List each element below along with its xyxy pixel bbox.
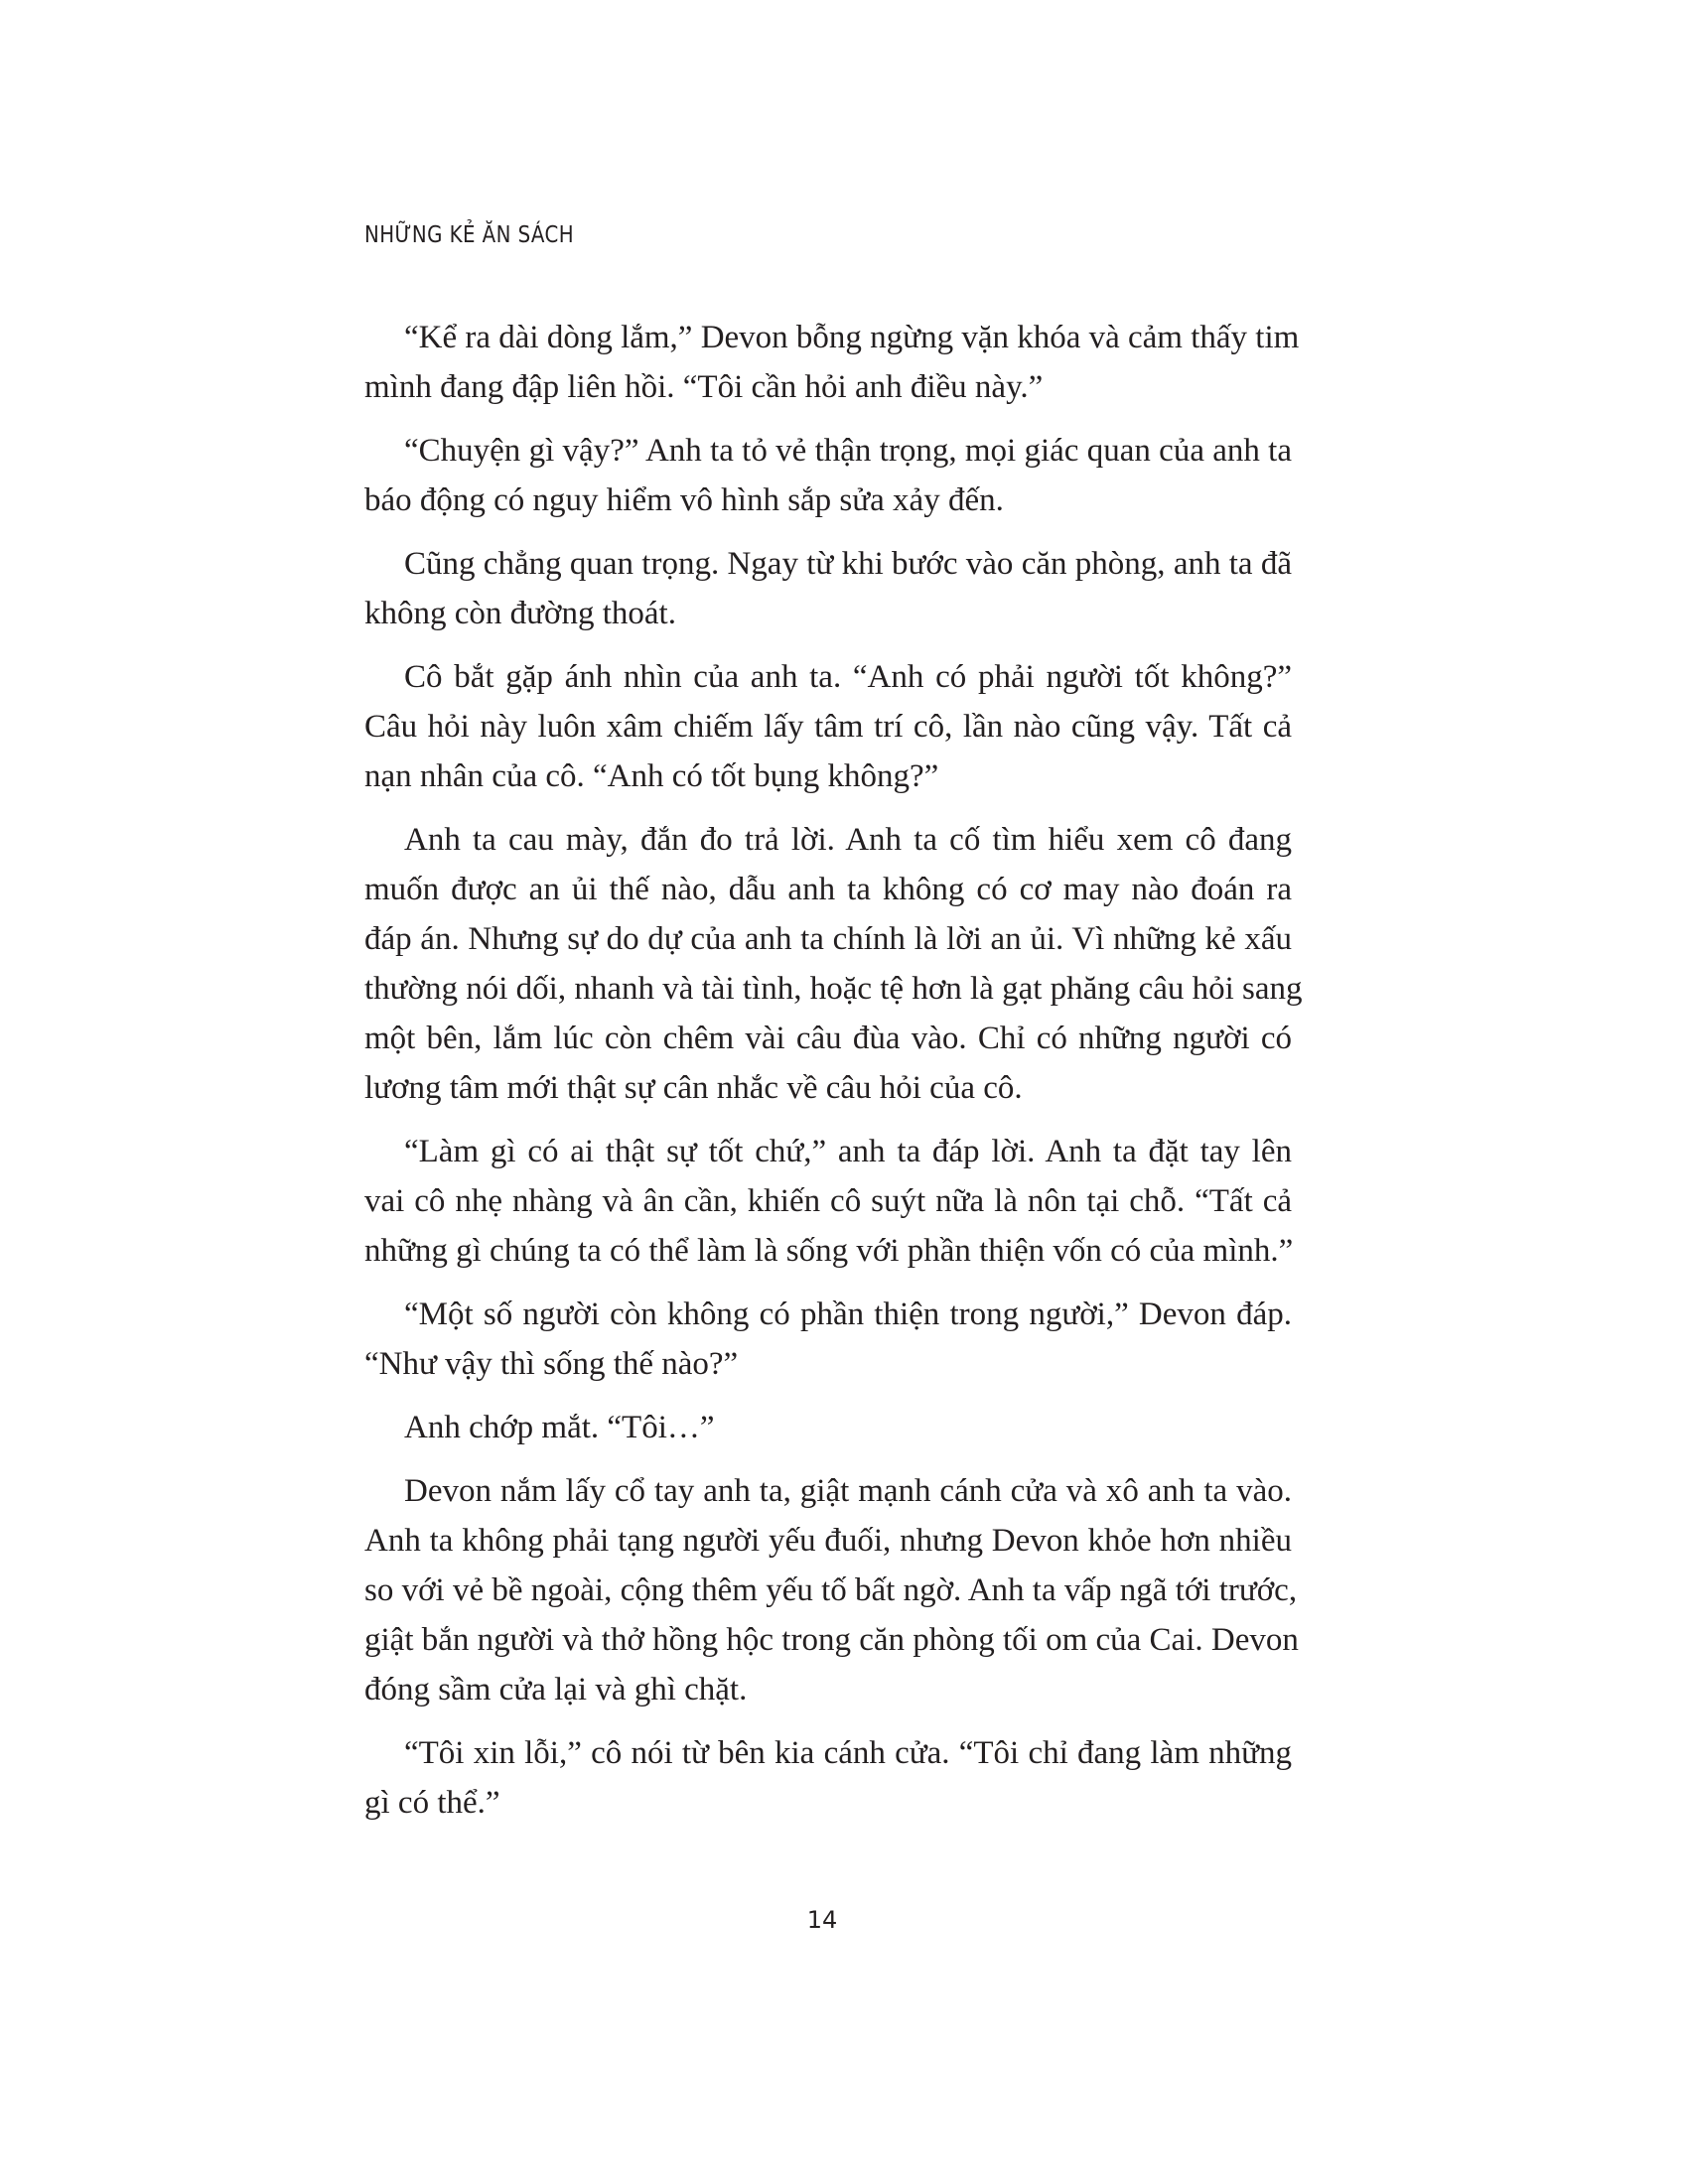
text-line: Anh ta không phải tạng người yếu đuối, nhưng Devon khỏe hơn nhiều: [364, 1523, 1292, 1559]
text-line: báo động có nguy hiểm vô hình sắp sửa xảy đến.: [364, 482, 1004, 518]
text-line: đóng sầm cửa lại và ghì chặt.: [364, 1672, 748, 1707]
text-line: giật bắn người và thở hồng hộc trong căn phòng tối om của Cai. Devon: [364, 1622, 1299, 1658]
text-line: lương tâm mới thật sự cân nhắc về câu hỏi của cô.: [364, 1070, 1023, 1106]
text-line: “Như vậy thì sống thế nào?”: [364, 1346, 739, 1382]
body-text: [364, 313, 1303, 1842]
text-line: một bên, lắm lúc còn chêm vài câu đùa vào. Chỉ có những người có: [364, 1021, 1292, 1056]
paragraph: [364, 1728, 1292, 1828]
text-line: những gì chúng ta có thể làm là sống với phần thiện vốn có của mình.”: [364, 1233, 1294, 1269]
paragraph: [364, 313, 1300, 412]
paragraph: [364, 1127, 1292, 1276]
text-line: Anh ta cau mày, đắn đo trả lời. Anh ta cố tìm hiểu xem cô đang: [404, 822, 1292, 858]
text-line: không còn đường thoát.: [364, 596, 676, 631]
paragraph: [364, 815, 1303, 1113]
text-line: “Kể ra dài dòng lắm,” Devon bỗng ngừng vặn khóa và cảm thấy tim: [404, 320, 1300, 355]
page-number: 14: [806, 1906, 838, 1934]
text-line: gì có thể.”: [364, 1785, 500, 1821]
text-line: mình đang đập liên hồi. “Tôi cần hỏi anh điều này.”: [364, 369, 1044, 405]
text-line: muốn được an ủi thế nào, dẫu anh ta không có cơ may nào đoán ra: [364, 872, 1292, 907]
paragraph: [364, 1290, 1292, 1389]
paragraph: [364, 652, 1292, 801]
text-line: Câu hỏi này luôn xâm chiếm lấy tâm trí cô, lần nào cũng vậy. Tất cả: [364, 709, 1292, 745]
text-line: Cũng chẳng quan trọng. Ngay từ khi bước vào căn phòng, anh ta đã: [404, 546, 1292, 582]
text-line: “Tôi xin lỗi,” cô nói từ bên kia cánh cửa. “Tôi chỉ đang làm những: [404, 1735, 1292, 1771]
running-head-title: NHỮNG KẺ ĂN SÁCH: [364, 222, 575, 248]
text-line: Devon nắm lấy cổ tay anh ta, giật mạnh cánh cửa và xô anh ta vào.: [404, 1473, 1292, 1509]
paragraph: [364, 1466, 1299, 1714]
text-line: Anh chớp mắt. “Tôi…”: [404, 1410, 715, 1445]
text-line: đáp án. Nhưng sự do dự của anh ta chính là lời an ủi. Vì những kẻ xấu: [364, 921, 1292, 957]
text-line: “Chuyện gì vậy?” Anh ta tỏ vẻ thận trọng, mọi giác quan của anh ta: [404, 433, 1292, 469]
text-line: thường nói dối, nhanh và tài tình, hoặc tệ hơn là gạt phăng câu hỏi sang: [364, 971, 1303, 1007]
text-line: nạn nhân của cô. “Anh có tốt bụng không?”: [364, 758, 939, 794]
paragraph: [364, 426, 1292, 525]
paragraph: [364, 1403, 1292, 1452]
text-line: so với vẻ bề ngoài, cộng thêm yếu tố bất ngờ. Anh ta vấp ngã tới trước,: [364, 1572, 1298, 1608]
text-line: “Một số người còn không có phần thiện trong người,” Devon đáp.: [404, 1297, 1292, 1332]
text-line: Cô bắt gặp ánh nhìn của anh ta. “Anh có phải người tốt không?”: [404, 659, 1292, 695]
paragraph: [364, 539, 1292, 638]
text-line: “Làm gì có ai thật sự tốt chứ,” anh ta đáp lời. Anh ta đặt tay lên: [404, 1134, 1292, 1169]
text-line: vai cô nhẹ nhàng và ân cần, khiến cô suýt nữa là nôn tại chỗ. “Tất cả: [364, 1183, 1292, 1219]
